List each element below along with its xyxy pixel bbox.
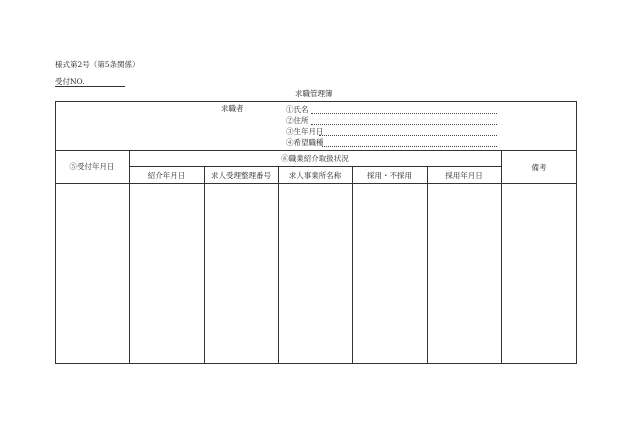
column-divider (501, 150, 502, 363)
column-divider (129, 150, 130, 363)
desired-job-field-label: ④希望職種 (286, 138, 324, 147)
referral-date-header: 紹介年月日 (147, 171, 186, 180)
job-order-number-header: 求人受理整理番号 (211, 171, 271, 180)
birthdate-field-label: ③生年月日 (286, 127, 324, 136)
section-divider (55, 150, 577, 151)
form-label: 様式第2号（第5条関係） (55, 60, 140, 69)
address-field-line (311, 124, 497, 125)
address-field-label: ②住所 (286, 116, 309, 125)
name-field-line (311, 113, 497, 114)
hiring-result-header: 採用・不採用 (367, 171, 412, 180)
name-field-label: ①氏名 (286, 105, 309, 114)
desired-job-field-line (322, 146, 497, 147)
job-seeker-label: 求職者 (221, 104, 244, 113)
column-divider (204, 166, 205, 363)
receipt-number-label: 受付NO. (55, 77, 85, 86)
remarks-header: 備考 (531, 163, 547, 172)
column-divider (278, 166, 279, 363)
header-row-divider (55, 183, 577, 184)
received-date-header: ⑤受付年月日 (69, 162, 115, 171)
receipt-number-underline (55, 86, 125, 87)
hire-date-header: 採用年月日 (445, 171, 483, 180)
employer-name-header: 求人事業所名称 (288, 171, 342, 180)
birthdate-field-line (319, 135, 497, 136)
placement-status-header: ⑥職業紹介取扱状況 (281, 154, 349, 163)
group-header-divider (129, 166, 501, 167)
column-divider (427, 166, 428, 363)
column-divider (352, 166, 353, 363)
page-title: 求職管理簿 (295, 89, 333, 98)
